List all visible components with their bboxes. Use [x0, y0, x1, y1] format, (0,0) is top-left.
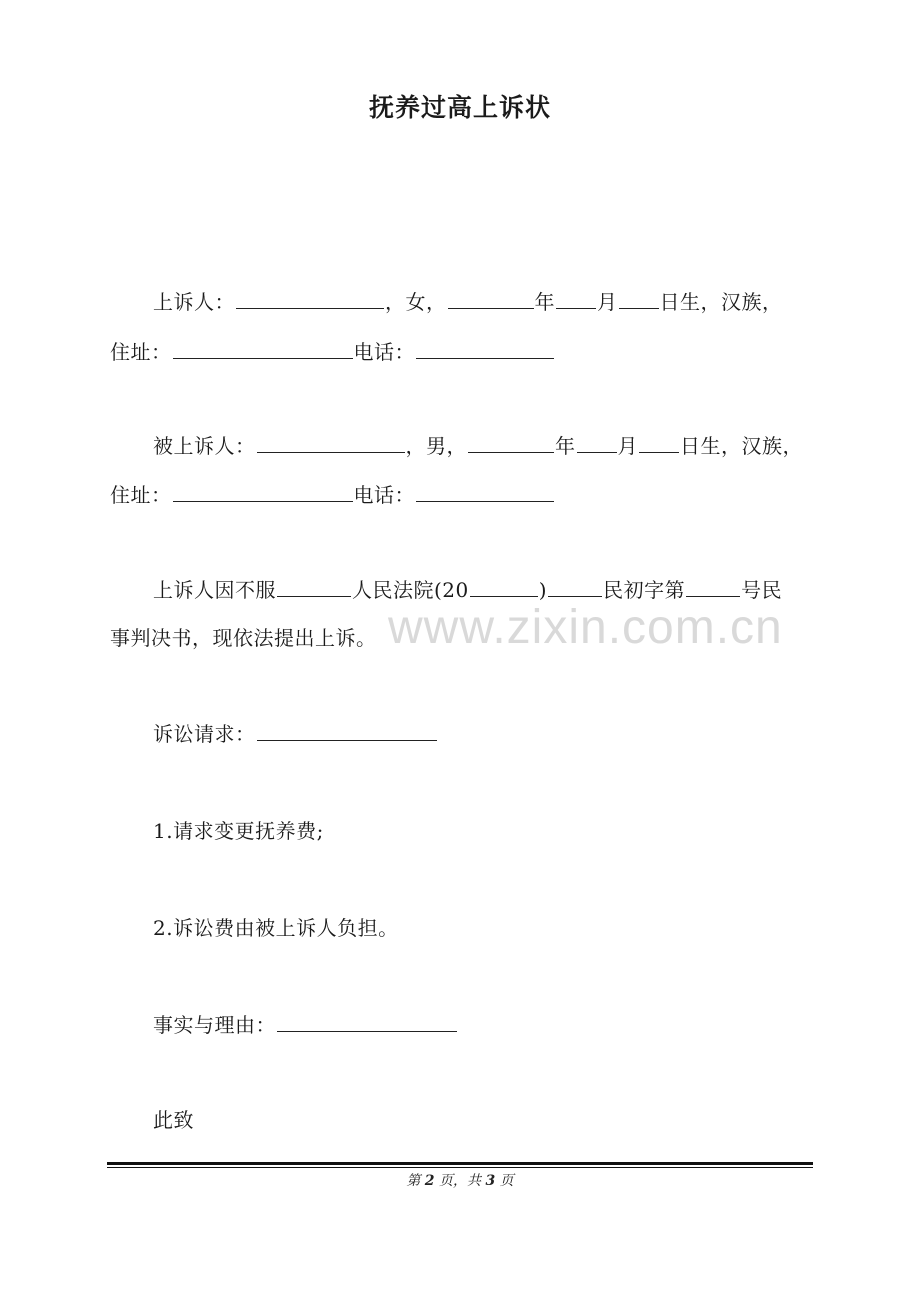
appellant-day-blank — [619, 290, 659, 309]
footer-page-number: 2 — [424, 1173, 435, 1189]
footer-suffix: 页 — [499, 1173, 514, 1189]
appellee-name-blank — [257, 434, 405, 453]
case-number-suffix: 号民 — [741, 578, 783, 602]
appellant-gender: ，女， — [385, 290, 447, 314]
appellant-address-blank — [173, 340, 353, 359]
case-year-close: ) — [538, 578, 548, 602]
case-year-blank — [470, 578, 538, 597]
appellant-address-label: 住址： — [110, 340, 172, 364]
court-label: 人民法院(20 — [352, 578, 469, 602]
appellee-address-label: 住址： — [110, 483, 172, 507]
appellee-line-2 — [110, 481, 555, 509]
footer-mid: 页，共 — [439, 1173, 481, 1189]
appeal-reason-line-2: 事判决书，现依法提出上诉。 — [110, 626, 377, 650]
case-code-blank — [548, 578, 602, 597]
appellee-month-blank — [577, 434, 617, 453]
document-title: 抚养过高上诉状 — [368, 93, 551, 122]
appellant-year-label: 年 — [534, 290, 555, 314]
appellant-phone-label: 电话： — [353, 340, 415, 364]
claims-blank — [257, 722, 437, 741]
appellee-address-blank — [173, 483, 353, 502]
appellant-line-1 — [153, 288, 783, 316]
appeal-intro: 上诉人因不服 — [153, 578, 276, 602]
appellant-phone-blank — [416, 340, 554, 359]
appellee-gender: ，男， — [405, 434, 467, 458]
appellee-month-label: 月 — [617, 434, 638, 458]
claims-label: 诉讼请求： — [153, 722, 256, 746]
appellee-phone-blank — [416, 483, 554, 502]
claims-line — [153, 720, 438, 748]
claim-item-2: 2.诉讼费由被上诉人负担。 — [153, 916, 399, 940]
appellee-birth-ethnicity: 日生，汉族， — [680, 434, 803, 458]
appellant-name-blank — [236, 290, 384, 309]
appellee-line-1 — [153, 432, 803, 460]
appellee-phone-label: 电话： — [353, 483, 415, 507]
watermark-text: www.zixin.com.cn — [388, 601, 783, 654]
page-footer — [0, 1170, 920, 1190]
footer-rule-thin — [107, 1167, 813, 1168]
facts-label: 事实与理由： — [153, 1013, 276, 1037]
appellant-birth-ethnicity: 日生，汉族， — [659, 290, 783, 314]
footer-rule-thick — [107, 1162, 813, 1165]
appellant-month-label: 月 — [597, 290, 618, 314]
appellee-year-label: 年 — [555, 434, 576, 458]
appellee-day-blank — [639, 434, 679, 453]
appellee-label: 被上诉人： — [153, 434, 256, 458]
appellant-line-2 — [110, 338, 555, 366]
facts-line — [153, 1011, 458, 1039]
appellant-year-blank — [448, 290, 534, 309]
case-number-blank — [686, 578, 740, 597]
appellant-label: 上诉人： — [153, 290, 235, 314]
appellee-year-blank — [468, 434, 554, 453]
claim-item-1: 1.请求变更抚养费; — [153, 819, 324, 843]
court-blank — [277, 578, 351, 597]
footer-prefix: 第 — [406, 1173, 421, 1189]
case-type-label: 民初字第 — [603, 578, 686, 602]
footer-total-pages: 3 — [485, 1173, 496, 1189]
facts-blank — [277, 1013, 457, 1032]
appellant-month-blank — [556, 290, 596, 309]
closing-text: 此致 — [153, 1108, 194, 1132]
